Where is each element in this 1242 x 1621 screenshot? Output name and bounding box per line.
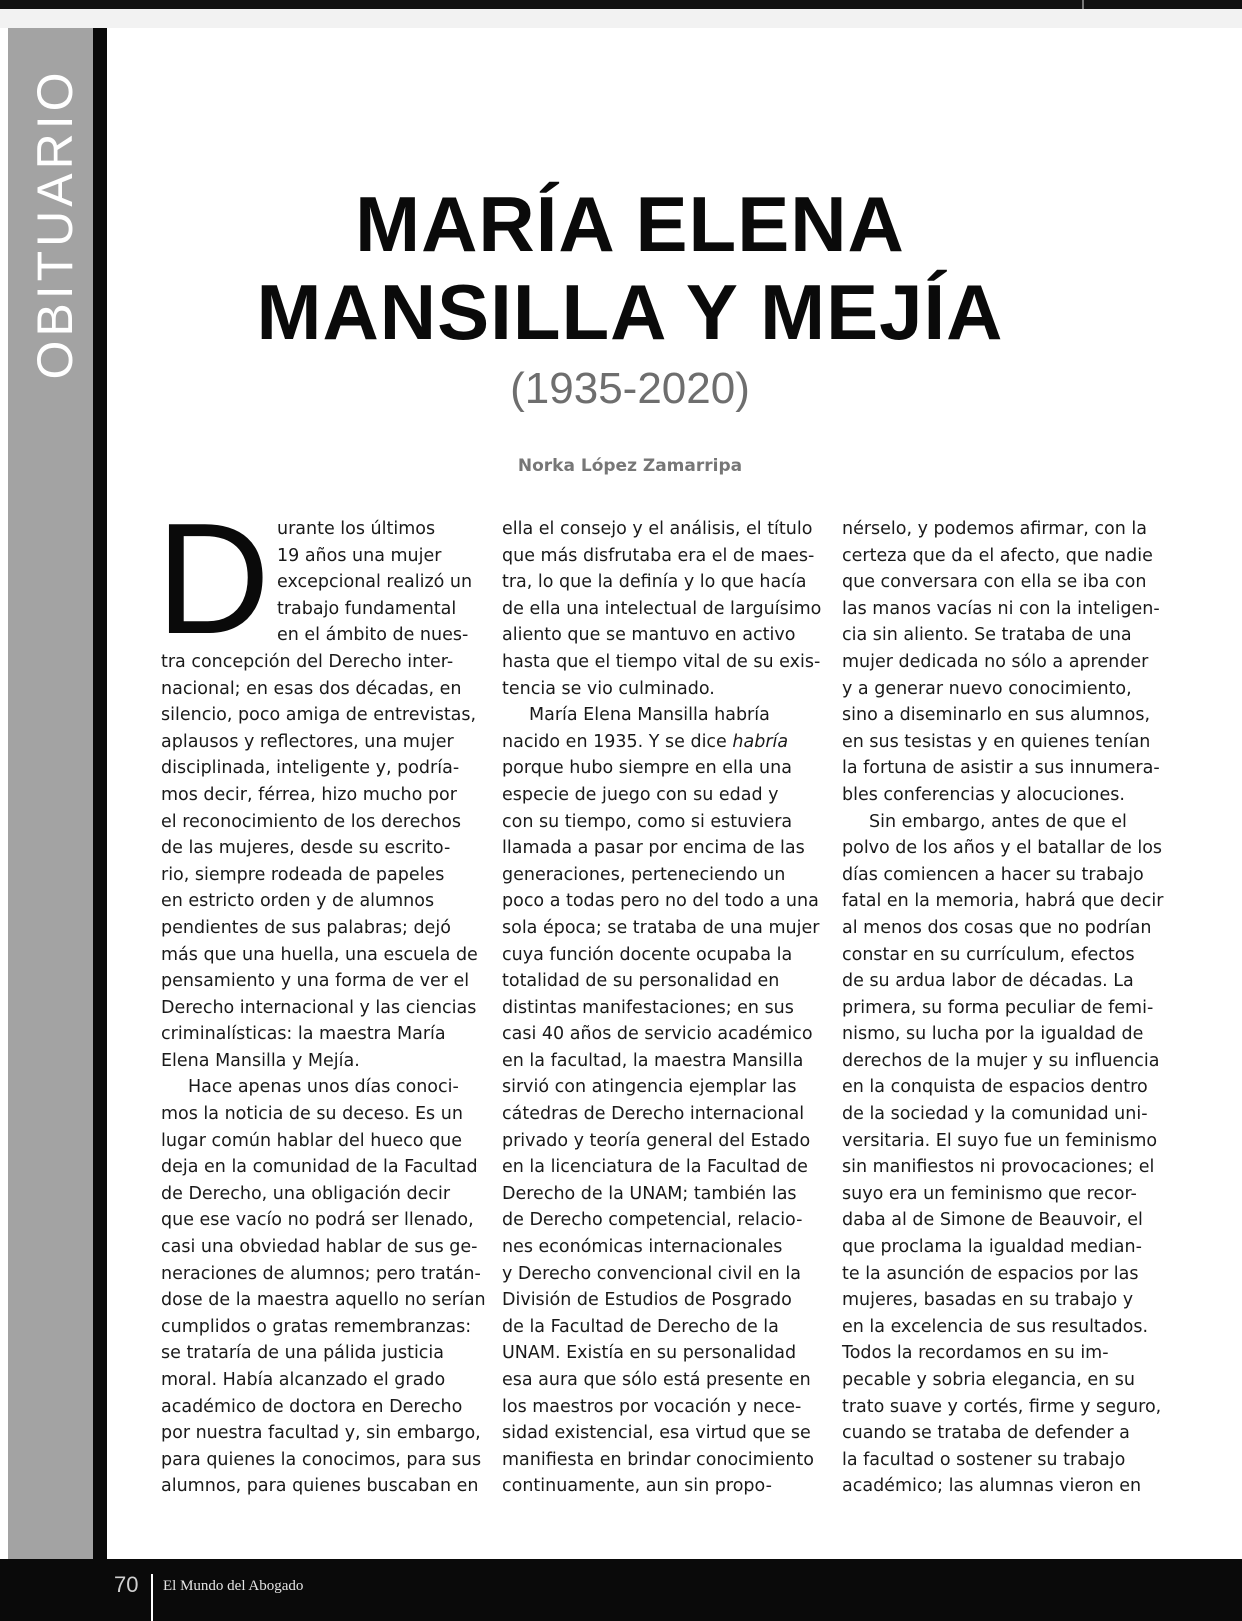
text-line: que conversara con ella se iba con bbox=[842, 572, 1147, 593]
text-line: mujeres, basadas en su trabajo y bbox=[842, 1290, 1134, 1311]
sidebar-rule bbox=[93, 28, 107, 1559]
text-line: sirvió con atingencia ejemplar las bbox=[502, 1077, 797, 1098]
text-line: días comiencen a hacer su trabajo bbox=[842, 864, 1144, 885]
text-line: primera, su forma peculiar de femi- bbox=[842, 997, 1154, 1018]
top-margin bbox=[0, 9, 1242, 28]
text-line: pendientes de sus palabras; dejó bbox=[161, 917, 451, 938]
text-line: urante los últimos bbox=[277, 519, 436, 539]
article-title-line-1: MARÍA ELENA bbox=[355, 180, 905, 268]
text-line: privado y teoría general del Estado bbox=[502, 1130, 811, 1151]
text-line: que más disfrutaba era el de maes- bbox=[502, 545, 815, 566]
text-line: nérselo, y podemos afirmar, con la bbox=[842, 519, 1147, 539]
text-line: trabajo fundamental bbox=[277, 598, 457, 619]
text-line: pecable y sobria elegancia, en su bbox=[842, 1370, 1135, 1390]
text-line: de Derecho, una obligación decir bbox=[161, 1183, 451, 1204]
text-line: fatal en la memoria, habrá que decir bbox=[842, 891, 1164, 912]
text-line: tra, lo que la definía y lo que hacía bbox=[502, 572, 807, 593]
text-line: Hace apenas unos días conoci- bbox=[188, 1077, 459, 1098]
text-line: aplausos y reflectores, una mujer bbox=[161, 731, 454, 752]
text-line: totalidad de su personalidad en bbox=[502, 971, 780, 992]
text-line: nacido en 1935. Y se dice habría bbox=[502, 731, 789, 752]
text-line: de las mujeres, desde su escrito- bbox=[161, 838, 451, 859]
text-line: cuando se trataba de defender a bbox=[842, 1423, 1130, 1444]
text-line: de ella una intelectual de larguísimo bbox=[502, 598, 822, 619]
page-number: 70 bbox=[114, 1572, 139, 1597]
text-line: derechos de la mujer y su influencia bbox=[842, 1050, 1160, 1071]
text-line: en la facultad, la maestra Mansilla bbox=[502, 1050, 804, 1071]
text-line: tra concepción del Derecho inter- bbox=[161, 651, 454, 672]
text-line: en estricto orden y de alumnos bbox=[161, 891, 435, 912]
text-line: María Elena Mansilla habría bbox=[529, 705, 770, 726]
text-line: Derecho internacional y las ciencias bbox=[161, 997, 477, 1018]
text-line: mujer dedicada no sólo a aprender bbox=[842, 651, 1149, 672]
text-line: con su tiempo, como si estuviera bbox=[502, 811, 793, 832]
text-line: especie de juego con su edad y bbox=[502, 784, 779, 805]
text-line: para quienes la conocimos, para sus bbox=[161, 1449, 482, 1470]
text-line: cia sin aliento. Se trataba de una bbox=[842, 625, 1132, 646]
article-title-line-2: MANSILLA Y MEJÍA bbox=[256, 268, 1004, 356]
top-border-tick bbox=[1082, 0, 1084, 9]
text-line: por nuestra facultad y, sin embargo, bbox=[161, 1423, 481, 1444]
text-line: más que una huella, una escuela de bbox=[161, 944, 478, 965]
column-3 bbox=[842, 516, 1162, 1500]
text-line: esa aura que sólo está presente en bbox=[502, 1370, 811, 1390]
text-line: Derecho de la UNAM; también las bbox=[502, 1183, 797, 1204]
drop-cap: D bbox=[156, 491, 271, 667]
text-line: trato suave y cortés, firme y seguro, bbox=[842, 1396, 1162, 1417]
text-line: pensamiento y una forma de ver el bbox=[161, 971, 470, 992]
text-line: cuya función docente ocupaba la bbox=[502, 944, 793, 965]
text-line: polvo de los años y el batallar de los bbox=[842, 838, 1163, 859]
text-line: suyo era un feminismo que recor- bbox=[842, 1183, 1137, 1204]
text-line: mos decir, férrea, hizo mucho por bbox=[161, 784, 457, 805]
text-line: alumnos, para quienes buscaban en bbox=[161, 1476, 479, 1497]
text-line: División de Estudios de Posgrado bbox=[502, 1290, 792, 1311]
text-line: sino a diseminarlo en sus alumnos, bbox=[842, 705, 1151, 726]
text-line: los maestros por vocación y nece- bbox=[502, 1396, 802, 1417]
text-line: rio, siempre rodeada de papeles bbox=[161, 864, 445, 885]
text-line: nes económicas internacionales bbox=[502, 1237, 783, 1258]
text-line: tencia se vio culminado. bbox=[502, 678, 715, 699]
text-line: daba al de Simone de Beauvoir, el bbox=[842, 1210, 1143, 1231]
column-1 bbox=[161, 516, 486, 1500]
text-line: poco a todas pero no del todo a una bbox=[502, 891, 819, 912]
text-line: y a generar nuevo conocimiento, bbox=[842, 678, 1132, 699]
text-line: dose de la maestra aquello no serían bbox=[161, 1290, 486, 1311]
text-line: mos la noticia de su deceso. Es un bbox=[161, 1104, 463, 1125]
text-line: de su ardua labor de décadas. La bbox=[842, 971, 1134, 992]
text-line: que ese vacío no podrá ser llenado, bbox=[161, 1210, 474, 1231]
text-line: las manos vacías ni con la inteligen- bbox=[842, 598, 1160, 619]
text-line: que proclama la igualdad median- bbox=[842, 1237, 1142, 1258]
text-line: académico; las alumnas vieron en bbox=[842, 1476, 1142, 1497]
text-line: continuamente, aun sin propo- bbox=[502, 1476, 772, 1497]
text-line: ella el consejo y el análisis, el título bbox=[502, 519, 813, 539]
text-line: aliento que se mantuvo en activo bbox=[502, 625, 796, 646]
text-line: al menos dos cosas que no podrían bbox=[842, 917, 1152, 938]
text-line: moral. Había alcanzado el grado bbox=[161, 1370, 446, 1390]
text-line: cumplidos o gratas remembranzas: bbox=[161, 1316, 472, 1337]
text-line: deja en la comunidad de la Facultad bbox=[161, 1157, 478, 1178]
text-line: en el ámbito de nues- bbox=[277, 625, 469, 646]
text-line: de la Facultad de Derecho de la bbox=[502, 1316, 779, 1337]
text-line: neraciones de alumnos; pero tratán- bbox=[161, 1263, 481, 1284]
text-line: de la sociedad y la comunidad uni- bbox=[842, 1104, 1148, 1125]
text-line: criminalísticas: la maestra María bbox=[161, 1024, 446, 1045]
text-line: casi 40 años de servicio académico bbox=[502, 1024, 813, 1045]
text-line: silencio, poco amiga de entrevistas, bbox=[161, 705, 477, 726]
text-line: generaciones, perteneciendo un bbox=[502, 864, 786, 885]
text-line: constar en su currículum, efectos bbox=[842, 944, 1135, 965]
text-line: UNAM. Existía en su personalidad bbox=[502, 1343, 797, 1364]
text-line: el reconocimiento de los derechos bbox=[161, 811, 461, 832]
text-line: lugar común hablar del hueco que bbox=[161, 1130, 463, 1151]
text-line: manifiesta en brindar conocimiento bbox=[502, 1449, 814, 1470]
text-line: Todos la recordamos en su im- bbox=[842, 1343, 1109, 1364]
text-line: en la conquista de espacios dentro bbox=[842, 1077, 1148, 1098]
text-line: certeza que da el afecto, que nadie bbox=[842, 545, 1153, 566]
text-line: versitaria. El suyo fue un feminismo bbox=[842, 1130, 1158, 1151]
text-line: hasta que el tiempo vital de su exis- bbox=[502, 651, 821, 672]
text-line: sin manifiestos ni provocaciones; el bbox=[842, 1157, 1155, 1178]
text-line: la fortuna de asistir a sus innumera- bbox=[842, 758, 1160, 779]
text-line: en sus tesistas y en quienes tenían bbox=[842, 731, 1151, 752]
text-line: Elena Mansilla y Mejía. bbox=[161, 1050, 360, 1071]
footer-divider bbox=[151, 1574, 153, 1621]
text-line: de Derecho competencial, relacio- bbox=[502, 1210, 803, 1231]
text-line: cátedras de Derecho internacional bbox=[502, 1104, 805, 1125]
text-line: porque hubo siempre en ella una bbox=[502, 758, 792, 779]
text-line: distintas manifestaciones; en sus bbox=[502, 997, 794, 1018]
text-line: excepcional realizó un bbox=[277, 572, 473, 593]
text-line: en la excelencia de sus resultados. bbox=[842, 1316, 1149, 1337]
text-line: sola época; se trataba de una mujer bbox=[502, 917, 820, 938]
text-line: casi una obviedad hablar de sus ge- bbox=[161, 1237, 478, 1258]
text-line: llamada a pasar por encima de las bbox=[502, 838, 805, 859]
text-line: disciplinada, inteligente y, podría- bbox=[161, 758, 460, 779]
text-line: académico de doctora en Derecho bbox=[161, 1396, 463, 1417]
text-line: en la licenciatura de la Facultad de bbox=[502, 1157, 808, 1178]
life-years: (1935-2020) bbox=[510, 364, 750, 413]
text-line: nismo, su lucha por la igualdad de bbox=[842, 1024, 1144, 1045]
top-border bbox=[0, 0, 1242, 9]
text-line: te la asunción de espacios por las bbox=[842, 1263, 1139, 1284]
text-line: nacional; en esas dos décadas, en bbox=[161, 678, 462, 699]
column-2 bbox=[502, 516, 822, 1500]
text-line: Sin embargo, antes de que el bbox=[869, 811, 1127, 832]
text-line: se trataría de una pálida justicia bbox=[161, 1343, 445, 1364]
text-line: 19 años una mujer bbox=[277, 545, 442, 566]
text-line: sidad existencial, esa virtud que se bbox=[502, 1423, 811, 1444]
text-line: la facultad o sostener su trabajo bbox=[842, 1449, 1126, 1470]
section-label: OBITUARIO bbox=[27, 68, 83, 380]
text-line: bles conferencias y alocuciones. bbox=[842, 784, 1125, 805]
author-byline: Norka López Zamarripa bbox=[517, 456, 743, 476]
magazine-name: El Mundo del Abogado bbox=[163, 1578, 304, 1594]
text-line: y Derecho convencional civil en la bbox=[502, 1263, 801, 1284]
